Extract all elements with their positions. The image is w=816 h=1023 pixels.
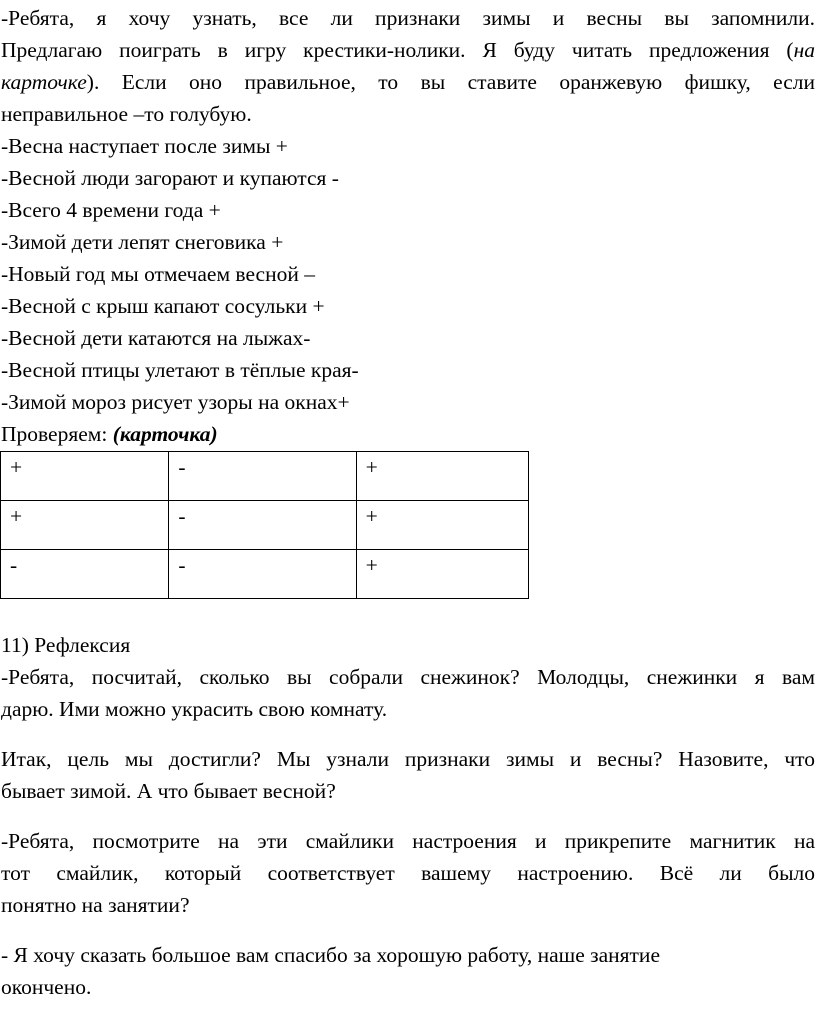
statement-7: -Весной дети катаются на лыжах- bbox=[1, 326, 311, 350]
reflection-p1-line-2: дарю. Ими можно украсить свою комнату. bbox=[1, 697, 388, 721]
grid-row bbox=[1, 550, 529, 599]
statement-1: -Весна наступает после зимы + bbox=[1, 134, 288, 158]
grid-cell: - bbox=[1, 550, 169, 599]
intro-line-1: -Ребята, я хочу узнать, все ли признаки зимы и весны вы запомнили. bbox=[1, 6, 815, 30]
grid-cell: + bbox=[1, 501, 169, 550]
check-label: Проверяем: bbox=[1, 422, 108, 446]
grid-cell: + bbox=[1, 452, 169, 501]
grid-cell: + bbox=[356, 550, 528, 599]
check-line bbox=[1, 418, 218, 450]
intro-line-4: неправильное –то голубую. bbox=[1, 102, 252, 126]
intro-line-2 bbox=[1, 34, 815, 66]
reflection-heading: 11) Рефлексия bbox=[1, 633, 131, 657]
intro-line-3-italic: карточке bbox=[1, 70, 87, 94]
tic-tac-toe-grid bbox=[0, 451, 529, 599]
statement-4: -Зимой дети лепят снеговика + bbox=[1, 230, 284, 254]
reflection-p4-line-1: - Я хочу сказать большое вам спасибо за хорошую работу, наше занятие bbox=[1, 943, 660, 967]
grid-cell: - bbox=[169, 501, 356, 550]
reflection-p1-line-1: -Ребята, посчитай, сколько вы собрали снежинок? Молодцы, снежинки я вам bbox=[1, 665, 815, 689]
reflection-p3-line-3: понятно на занятии? bbox=[1, 893, 190, 917]
reflection-p4-line-2: окончено. bbox=[1, 975, 92, 999]
statement-2: -Весной люди загорают и купаются - bbox=[1, 166, 339, 190]
check-card: (карточка) bbox=[112, 422, 218, 446]
statement-6: -Весной с крыш капают сосульки + bbox=[1, 294, 325, 318]
statement-8: -Весной птицы улетают в тёплые края- bbox=[1, 358, 359, 382]
reflection-p2-line-1: Итак, цель мы достигли? Мы узнали признаки зимы и весны? Назовите, что bbox=[1, 747, 815, 771]
reflection-p3-line-1: -Ребята, посмотрите на эти смайлики настроения и прикрепите магнитик на bbox=[1, 829, 815, 853]
reflection-p3-line-2: тот смайлик, который соответствует вашему настроению. Всё ли было bbox=[1, 861, 815, 885]
intro-line-2-italic: на bbox=[793, 38, 815, 62]
grid-row bbox=[1, 501, 529, 550]
reflection-p2-line-2: бывает зимой. А что бывает весной? bbox=[1, 779, 336, 803]
grid-cell: + bbox=[356, 501, 528, 550]
grid-cell: - bbox=[169, 550, 356, 599]
statement-5: -Новый год мы отмечаем весной – bbox=[1, 262, 315, 286]
intro-line-2-text: Предлагаю поиграть в игру крестики-нолики. Я буду читать предложения ( bbox=[1, 38, 794, 62]
statement-3: -Всего 4 времени года + bbox=[1, 198, 221, 222]
grid-cell: + bbox=[356, 452, 528, 501]
intro-line-3-text: ). Если оно правильное, то вы ставите оранжевую фишку, если bbox=[86, 70, 815, 94]
grid-row bbox=[1, 452, 529, 501]
statement-9: -Зимой мороз рисует узоры на окнах+ bbox=[1, 390, 350, 414]
intro-line-3 bbox=[1, 66, 815, 98]
grid-cell: - bbox=[169, 452, 356, 501]
